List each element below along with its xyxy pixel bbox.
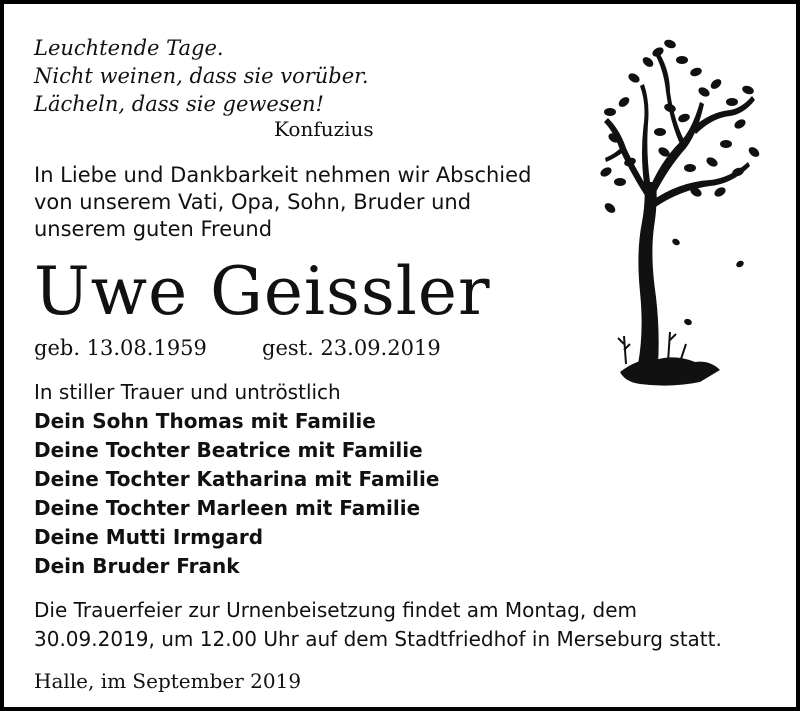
leaf-cluster bbox=[600, 38, 761, 326]
birth-date: geb. 13.08.1959 bbox=[34, 336, 207, 360]
mourners-list bbox=[34, 378, 439, 581]
tree-icon bbox=[600, 32, 764, 402]
intro-line: In Liebe und Dankbarkeit nehmen wir Abschied bbox=[34, 163, 532, 187]
mourner-entry: Deine Tochter Marleen mit Familie bbox=[34, 496, 421, 520]
intro-line: unserem guten Freund bbox=[34, 217, 273, 241]
closing-place-date: Halle, im September 2019 bbox=[34, 669, 302, 693]
service-line: Die Trauerfeier zur Urnenbeisetzung findet am Montag, dem bbox=[34, 598, 638, 622]
poem-line: Leuchtende Tage. bbox=[34, 36, 224, 60]
poem-line: Lächeln, dass sie gewesen! bbox=[34, 92, 325, 116]
service-info bbox=[34, 596, 722, 654]
mourners-intro: In stiller Trauer und untröstlich bbox=[34, 380, 341, 404]
poem bbox=[34, 34, 369, 118]
mourner-entry: Deine Tochter Katharina mit Familie bbox=[34, 467, 440, 491]
mourner-entry: Dein Sohn Thomas mit Familie bbox=[34, 409, 376, 433]
mourner-entry: Deine Tochter Beatrice mit Familie bbox=[34, 438, 423, 462]
service-line: 30.09.2019, um 12.00 Uhr auf dem Stadtfriedhof in Merseburg statt. bbox=[34, 627, 722, 651]
poem-line: Nicht weinen, dass sie vorüber. bbox=[34, 64, 369, 88]
intro-line: von unserem Vati, Opa, Sohn, Bruder und bbox=[34, 190, 472, 214]
death-date: gest. 23.09.2019 bbox=[262, 336, 441, 360]
poem-author: Konfuzius bbox=[274, 117, 374, 141]
mourner-entry: Dein Bruder Frank bbox=[34, 554, 240, 578]
intro-text bbox=[34, 162, 531, 243]
life-dates bbox=[34, 336, 441, 360]
mourner-entry: Deine Mutti Irmgard bbox=[34, 525, 264, 549]
deceased-name: Uwe Geissler bbox=[34, 253, 491, 330]
